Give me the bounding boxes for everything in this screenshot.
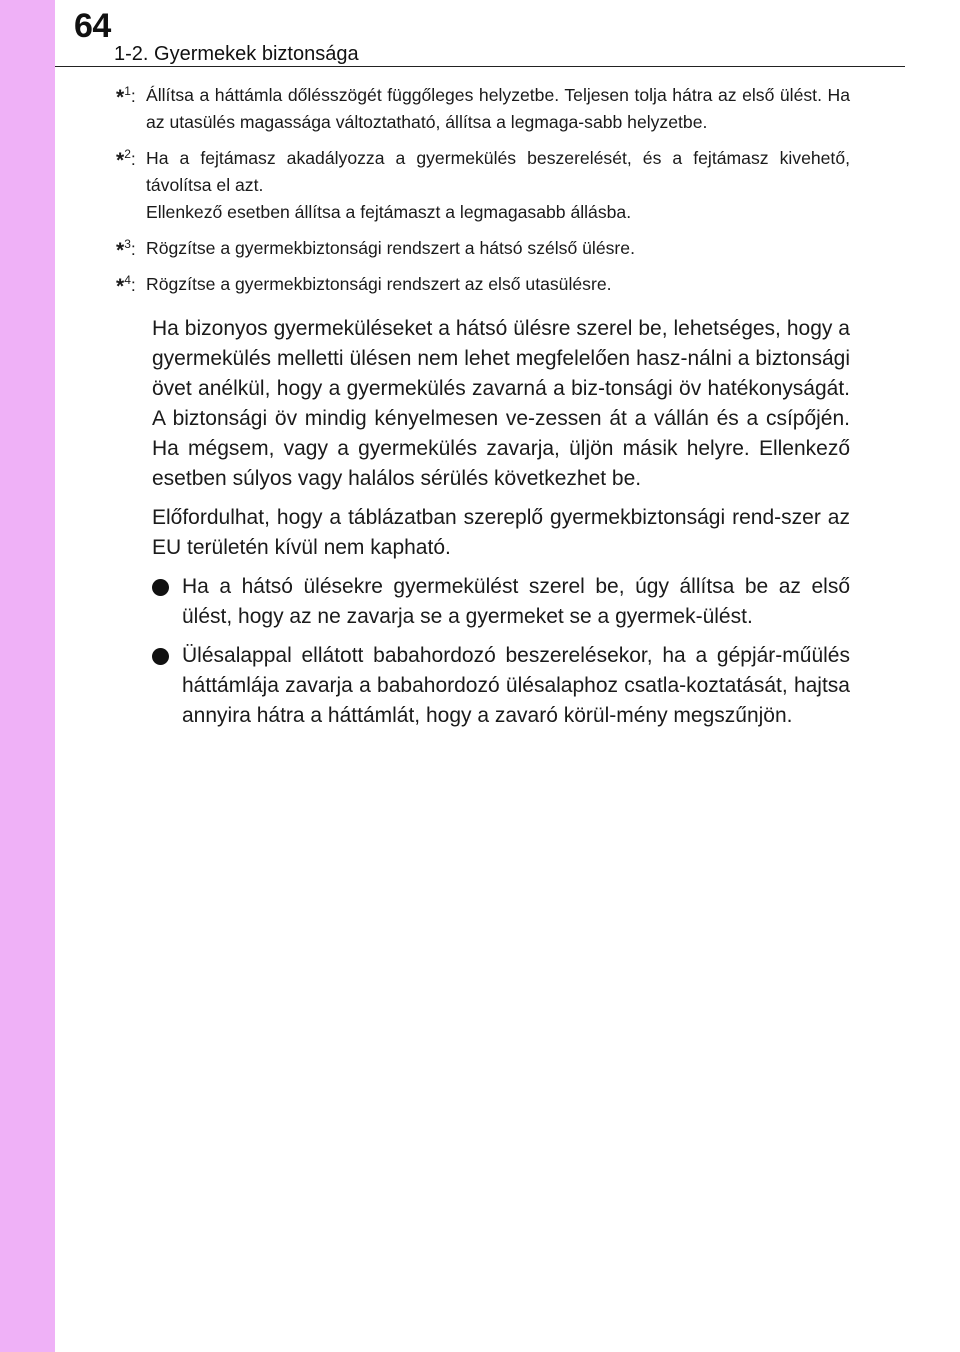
- section-title: 1-2. Gyermekek biztonsága: [114, 43, 359, 65]
- body-paragraph: Előfordulhat, hogy a táblázatban szereplő gyermekbiztonsági rend-szer az EU területén kívül nem kapható.: [152, 506, 850, 559]
- side-thumb-band: [0, 0, 55, 1352]
- bullet-dot-icon: [152, 648, 169, 665]
- footnote-text: Ellenkező esetben állítsa a fejtámaszt a legmagasabb állásba.: [146, 202, 632, 222]
- page-header: [55, 0, 960, 80]
- footnote-marker: *$^1$:: [116, 84, 136, 109]
- footnote-text: Rögzítse a gyermekbiztonsági rendszert a hátsó szélső ülésre.: [146, 238, 635, 258]
- footnote-2: [116, 145, 850, 226]
- footnote-marker: *$^3$:: [116, 237, 136, 262]
- page-content: [116, 82, 850, 740]
- bullet-dot-icon: [152, 579, 169, 596]
- footnote-1: [116, 82, 850, 136]
- header-rule: [55, 66, 905, 67]
- footnote-4: [116, 271, 850, 298]
- page-number: 64: [74, 7, 111, 45]
- footnote-text: Ha a fejtámasz akadályozza a gyermekülés beszerelését, és a fejtámasz kivehető, távolítsa el azt.: [146, 148, 850, 195]
- body-paragraph: Ha bizonyos gyermeküléseket a hátsó ülésre szerel be, lehetséges, hogy a gyermekülés melletti ülésen nem lehet megfelelően hasz-nálni a biztonsági övet anélkül, hogy a gyermekülés zavarná a biz-tonsági öv hatékonyságát. A biztonsági öv mindig kényelmesen ve-zessen át a vállán és a csípőjén. Ha mégsem, vagy a gyermekülés zavarja, üljön másik helyre. Ellenkező esetben súlyos vagy halálos sérülés következhet be.: [152, 317, 850, 490]
- footnote-marker: *$^4$:: [116, 273, 136, 298]
- footnote-text: Állítsa a háttámla dőlésszögét függőleges helyzetbe. Teljesen tolja hátra az első ülést. Ha az utasülés magassága változtatható, állítsa a legmaga-sabb helyzetbe.: [146, 85, 850, 132]
- bullet-item: [152, 572, 850, 632]
- footnote-text: Rögzítse a gyermekbiztonsági rendszert az első utasülésre.: [146, 274, 612, 294]
- bullet-text: Ha a hátsó ülésekre gyermekülést szerel be, úgy állítsa be az első ülést, hogy az ne zavarja se a gyermeket se a gyermek-ülést.: [182, 575, 850, 628]
- footnote-marker: *$^2$:: [116, 147, 136, 172]
- footnote-3: [116, 235, 850, 262]
- bullet-item: [152, 641, 850, 731]
- bullet-text: Ülésalappal ellátott babahordozó beszerelésekor, ha a gépjár-műülés háttámlája zavarja a babahordozó ülésalaphoz csatla-koztatását, hajtsa annyira hátra a háttámlát, hogy a zavaró körül-mény megszűnjön.: [182, 644, 850, 727]
